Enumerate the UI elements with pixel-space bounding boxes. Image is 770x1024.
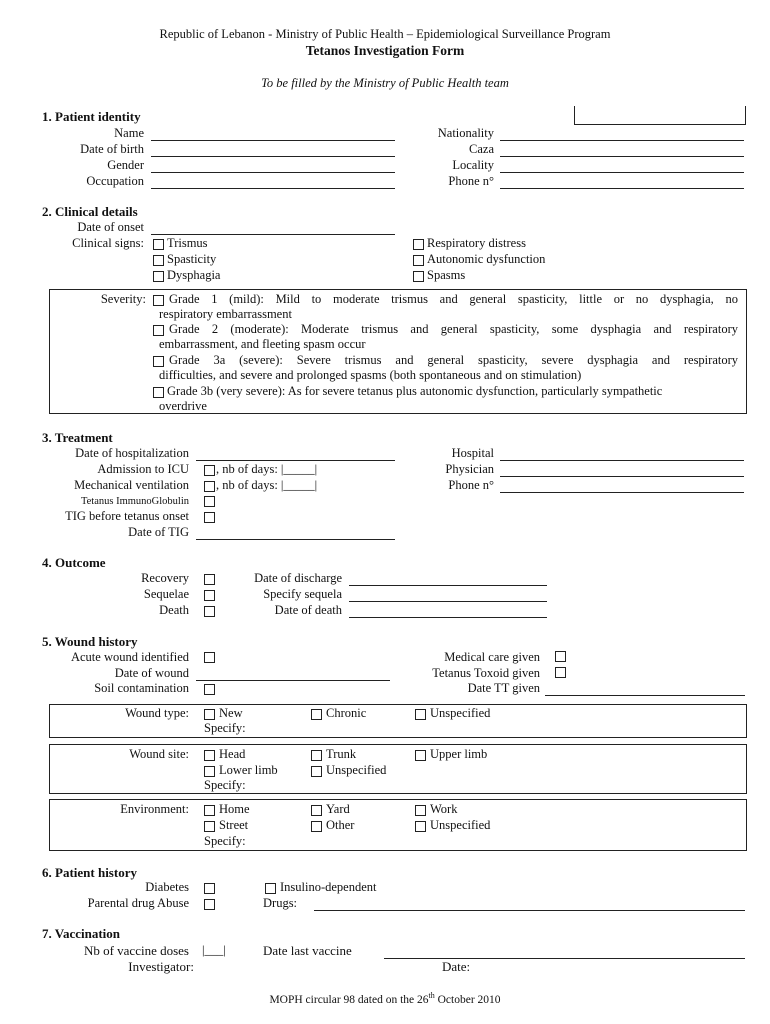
grade3b-checkbox[interactable] (153, 387, 164, 398)
env-other-checkbox[interactable] (311, 821, 322, 832)
site-lower-limb-label: Lower limb (219, 763, 278, 777)
last-vaccine-field[interactable] (384, 958, 745, 959)
mv-checkbox[interactable] (204, 481, 215, 492)
environment-specify[interactable]: Specify: (204, 834, 246, 848)
site-head-checkbox[interactable] (204, 750, 215, 761)
label-onset: Date of onset (77, 220, 144, 234)
occupation-field[interactable] (151, 188, 395, 189)
mv-days[interactable]: , nb of days: |_____| (216, 478, 318, 492)
footer-text-end: October 2010 (434, 994, 501, 1006)
label-death: Death (159, 603, 189, 617)
label-date-wound: Date of wound (114, 666, 189, 680)
label-hosp-date: Date of hospitalization (75, 446, 189, 460)
onset-field[interactable] (151, 234, 395, 235)
wound-unspecified-label: Unspecified (430, 706, 491, 720)
recovery-checkbox[interactable] (204, 574, 215, 585)
label-soil: Soil contamination (94, 681, 189, 695)
label-name: Name (114, 126, 144, 140)
env-unspecified-checkbox[interactable] (415, 821, 426, 832)
label-nationality: Nationality (437, 126, 494, 140)
name-field[interactable] (151, 140, 395, 141)
form-title: Tetanos Investigation Form (305, 43, 465, 58)
sequela-field[interactable] (349, 601, 547, 602)
gender-field[interactable] (151, 172, 395, 173)
label-tig-before: TIG before tetanus onset (65, 509, 189, 523)
wound-unspecified-checkbox[interactable] (415, 709, 426, 720)
id-box[interactable] (574, 106, 746, 125)
env-yard-label: Yard (326, 802, 350, 816)
caza-field[interactable] (500, 156, 744, 157)
header-line: Republic of Lebanon - Ministry of Public Health – Epidemiological Surveillance Program (159, 27, 611, 41)
medical-care-checkbox[interactable] (555, 651, 566, 662)
nationality-field[interactable] (500, 140, 744, 141)
label-discharge: Date of discharge (254, 571, 342, 585)
label-hospital: Hospital (451, 446, 494, 460)
tig-before-checkbox[interactable] (204, 512, 215, 523)
env-street-label: Street (219, 818, 249, 832)
label-severity: Severity: (100, 292, 146, 306)
label-specify-sequela: Specify sequela (263, 587, 342, 601)
form-subtitle: To be filled by the Ministry of Public Health team (261, 76, 509, 90)
label-date: Date: (442, 959, 471, 974)
drug-abuse-checkbox[interactable] (204, 899, 215, 910)
label-sequelae: Sequelae (143, 587, 189, 601)
label-occupation: Occupation (86, 174, 144, 188)
env-home-label: Home (219, 802, 250, 816)
respiratory-label: Respiratory distress (427, 236, 526, 250)
footer-superscript: th (428, 991, 435, 1001)
dysphagia-checkbox[interactable] (153, 271, 164, 282)
env-work-label: Work (430, 802, 458, 816)
phone-field[interactable] (500, 188, 744, 189)
date-tt-field[interactable] (545, 695, 745, 696)
spasticity-label: Spasticity (167, 252, 217, 266)
label-mv: Mechanical ventilation (74, 478, 189, 492)
spasms-label: Spasms (427, 268, 466, 282)
grade3b-text: Grade 3b (very severe): As for severe tetanus plus autonomic dysfunction, particularly sympathetic (167, 384, 663, 398)
label-dob: Date of birth (80, 142, 144, 156)
doses-field[interactable]: |___| (202, 943, 226, 957)
autonomic-checkbox[interactable] (413, 255, 424, 266)
label-medical-care: Medical care given (444, 650, 540, 664)
grade3a-text: Grade 3a (severe): Severe trismus and general spasticity, severe dysphagia and respiratory (169, 353, 738, 367)
label-phone: Phone n° (448, 174, 494, 188)
wound-new-checkbox[interactable] (204, 709, 215, 720)
env-street-checkbox[interactable] (204, 821, 215, 832)
section-heading-7: 7. Vaccination (42, 926, 121, 941)
grade3b-text-cont: overdrive (159, 399, 207, 413)
trismus-label: Trismus (167, 236, 208, 250)
autonomic-label: Autonomic dysfunction (427, 252, 546, 266)
label-diabetes: Diabetes (145, 880, 189, 894)
wound-chronic-checkbox[interactable] (311, 709, 322, 720)
label-date-death: Date of death (274, 603, 342, 617)
death-date-field[interactable] (349, 617, 547, 618)
locality-field[interactable] (500, 172, 744, 173)
env-home-checkbox[interactable] (204, 805, 215, 816)
grade3a-text-cont: difficulties, and severe and prolonged spasms (both spontaneous and on stimulation) (159, 368, 582, 382)
acute-checkbox[interactable] (204, 652, 215, 663)
wound-type-specify[interactable]: Specify: (204, 721, 246, 735)
spasticity-checkbox[interactable] (153, 255, 164, 266)
tig-date-field[interactable] (196, 539, 395, 540)
footer-note (0, 993, 770, 1008)
death-checkbox[interactable] (204, 606, 215, 617)
label-wound-site: Wound site: (129, 747, 189, 761)
label-gender: Gender (107, 158, 144, 172)
trismus-checkbox[interactable] (153, 239, 164, 250)
label-locality: Locality (452, 158, 494, 172)
physician-field[interactable] (500, 476, 744, 477)
site-unspecified-checkbox[interactable] (311, 766, 322, 777)
section-heading-3: 3. Treatment (42, 430, 113, 445)
hospital-field[interactable] (500, 460, 744, 461)
toxoid-checkbox[interactable] (555, 667, 566, 678)
site-upper-limb-checkbox[interactable] (415, 750, 426, 761)
site-trunk-checkbox[interactable] (311, 750, 322, 761)
dob-field[interactable] (151, 156, 395, 157)
section-heading-6: 6. Patient history (42, 865, 137, 880)
date-wound-field[interactable] (196, 680, 390, 681)
sequelae-checkbox[interactable] (204, 590, 215, 601)
env-other-label: Other (326, 818, 355, 832)
footer-text: MOPH circular 98 dated on the 26 (269, 994, 429, 1006)
site-unspecified-label: Unspecified (326, 763, 387, 777)
insulino-checkbox[interactable] (265, 883, 276, 894)
label-icu: Admission to ICU (97, 462, 189, 476)
grade3a-checkbox[interactable] (153, 356, 164, 367)
site-lower-limb-checkbox[interactable] (204, 766, 215, 777)
label-phone-treatment: Phone n° (448, 478, 494, 492)
tig-checkbox[interactable] (204, 496, 215, 507)
site-head-label: Head (219, 747, 246, 761)
label-wound-type: Wound type: (125, 706, 189, 720)
grade2-checkbox[interactable] (153, 325, 164, 336)
label-doses: Nb of vaccine doses (83, 943, 189, 958)
label-physician: Physician (445, 462, 494, 476)
respiratory-checkbox[interactable] (413, 239, 424, 250)
label-date-tt: Date TT given (467, 681, 540, 695)
phone-treatment-field[interactable] (500, 492, 744, 493)
label-caza: Caza (469, 142, 494, 156)
wound-new-label: New (219, 706, 243, 720)
grade1-text-cont: respiratory embarrassment (159, 307, 292, 321)
section-heading-4: 4. Outcome (42, 555, 106, 570)
discharge-field[interactable] (349, 585, 547, 586)
env-unspecified-label: Unspecified (430, 818, 491, 832)
label-tig: Tetanus ImmunoGlobulin (80, 496, 189, 507)
wound-chronic-label: Chronic (326, 706, 367, 720)
label-drugs: Drugs: (263, 896, 298, 910)
label-drug-abuse: Parental drug Abuse (87, 896, 189, 910)
label-acute: Acute wound identified (70, 650, 189, 664)
wound-site-specify[interactable]: Specify: (204, 778, 246, 792)
drugs-field[interactable] (314, 910, 745, 911)
label-recovery: Recovery (141, 571, 189, 585)
icu-days[interactable]: , nb of days: |_____| (216, 462, 318, 476)
section-heading-1: 1. Patient identity (42, 109, 141, 124)
section-heading-2: 2. Clinical details (42, 204, 138, 219)
env-yard-checkbox[interactable] (311, 805, 322, 816)
grade1-text: Grade 1 (mild): Mild to moderate trismus and general spasticity, little or no dysphagia, no (169, 292, 738, 306)
icu-checkbox[interactable] (204, 465, 215, 476)
grade2-text: Grade 2 (moderate): Moderate trismus and general spasticity, some dysphagia and respiratory (169, 322, 738, 336)
site-upper-limb-label: Upper limb (430, 747, 488, 761)
diabetes-checkbox[interactable] (204, 883, 215, 894)
label-environment: Environment: (120, 802, 189, 816)
label-investigator: Investigator: (128, 959, 194, 974)
label-toxoid: Tetanus Toxoid given (432, 666, 540, 680)
site-trunk-label: Trunk (326, 747, 357, 761)
section-heading-5: 5. Wound history (42, 634, 138, 649)
spasms-checkbox[interactable] (413, 271, 424, 282)
grade2-text-cont: embarrassment, and fleeting spasm occur (159, 337, 366, 351)
label-clinical-signs: Clinical signs: (72, 236, 144, 250)
dysphagia-label: Dysphagia (167, 268, 221, 282)
env-work-checkbox[interactable] (415, 805, 426, 816)
hosp-date-field[interactable] (196, 460, 395, 461)
grade1-checkbox[interactable] (153, 295, 164, 306)
label-last-vaccine: Date last vaccine (263, 943, 352, 958)
label-tig-date: Date of TIG (128, 525, 189, 539)
soil-checkbox[interactable] (204, 684, 215, 695)
insulino-label: Insulino-dependent (280, 880, 377, 894)
